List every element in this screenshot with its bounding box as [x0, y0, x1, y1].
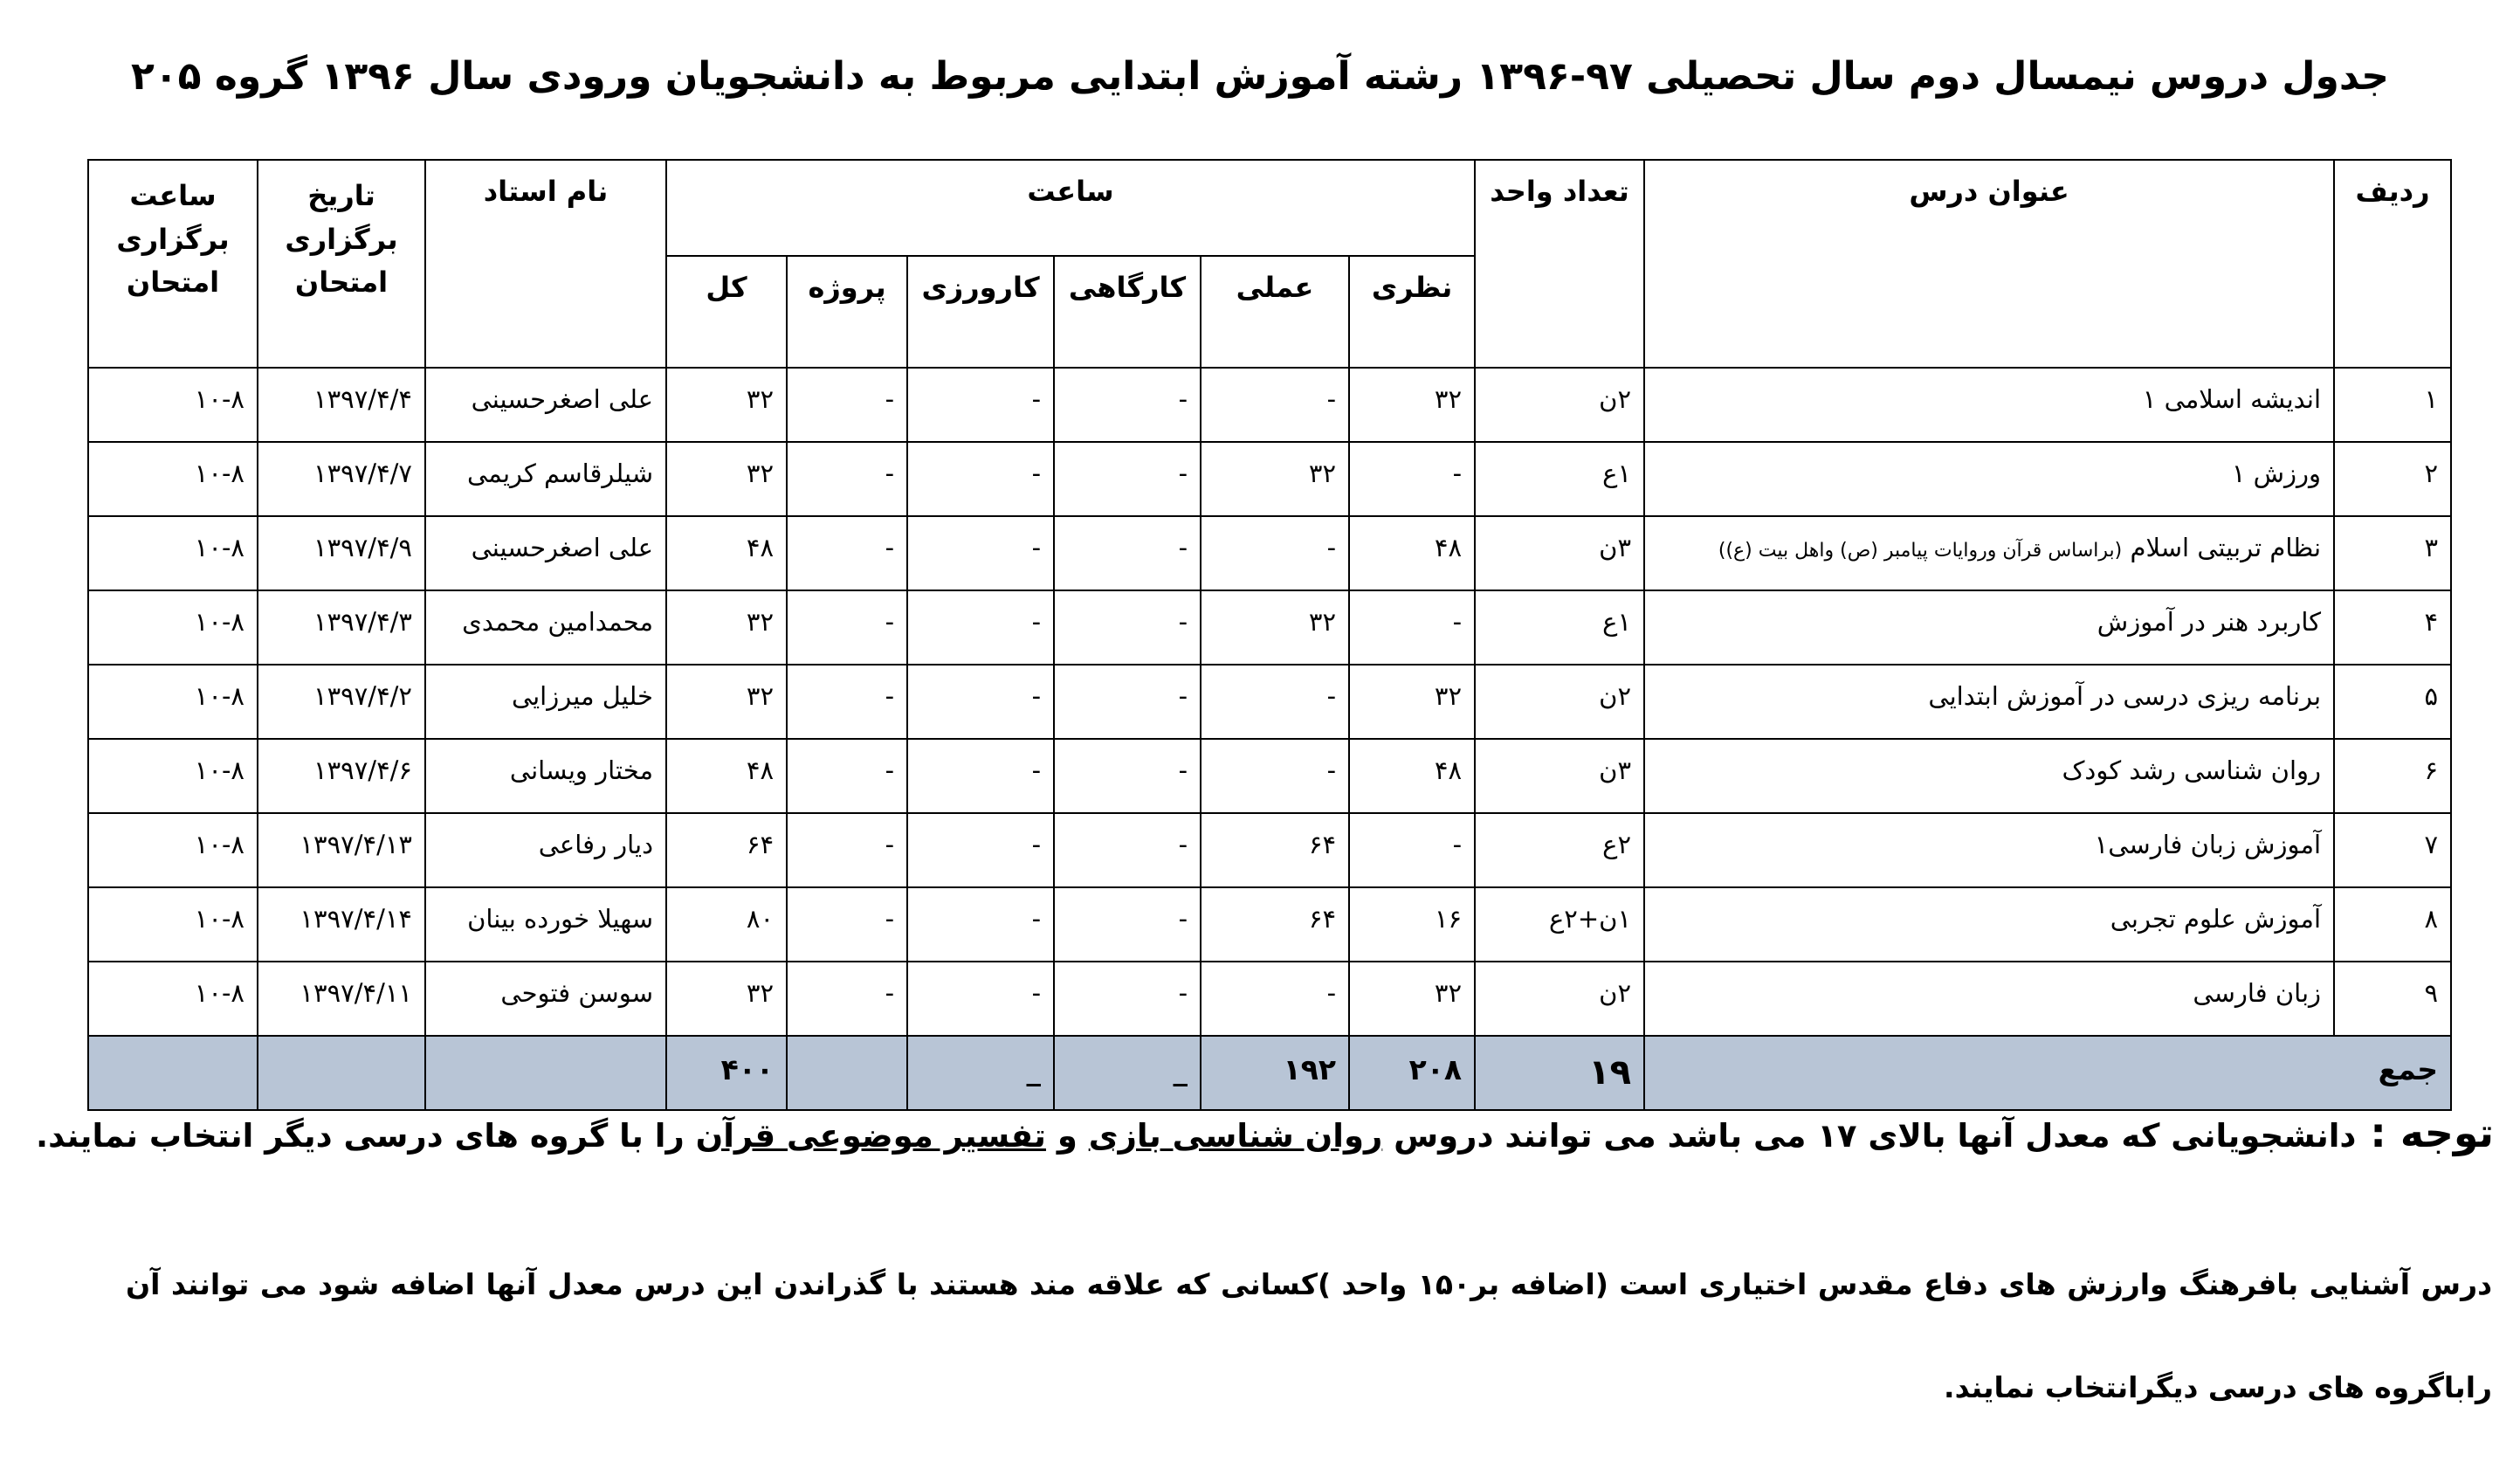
- header-theory: نظری: [1349, 256, 1475, 368]
- header-hours: ساعت: [666, 160, 1475, 256]
- header-exam-time: [88, 160, 258, 368]
- cell-instructor: دیار رفاعی: [425, 813, 666, 887]
- cell-total-hours: ۳۲: [666, 590, 787, 665]
- course-name: کاربرد هنر در آموزش: [2097, 607, 2322, 637]
- cell-workshop: -: [1054, 442, 1201, 516]
- cell-course-title: [1644, 590, 2334, 665]
- cell-exam-date: ۱۳۹۷/۴/۲: [258, 665, 425, 739]
- cell-practical: -: [1201, 962, 1349, 1036]
- cell-workshop: -: [1054, 962, 1201, 1036]
- cell-course-title: [1644, 665, 2334, 739]
- totals-label: جمع: [1644, 1036, 2451, 1110]
- cell-exam-time: ۱۰-۸: [88, 887, 258, 962]
- cell-total-hours: ۳۲: [666, 665, 787, 739]
- totals-theory: ۲۰۸: [1349, 1036, 1475, 1110]
- cell-workshop: -: [1054, 590, 1201, 665]
- cell-row-number: ۲: [2334, 442, 2451, 516]
- cell-internship: -: [907, 962, 1054, 1036]
- header-project: پروژه: [787, 256, 907, 368]
- header-exam-date-line2: برگزاری: [285, 222, 398, 256]
- cell-project: -: [787, 739, 907, 813]
- elective-note: [14, 1109, 2494, 1156]
- cell-row-number: ۳: [2334, 516, 2451, 590]
- cell-instructor: مختار ویسانی: [425, 739, 666, 813]
- cell-exam-time: ۱۰-۸: [88, 590, 258, 665]
- totals-total-hours: ۴۰۰: [666, 1036, 787, 1110]
- cell-course-title: [1644, 739, 2334, 813]
- cell-exam-date: ۱۳۹۷/۴/۴: [258, 368, 425, 442]
- header-workshop: کارگاهی: [1054, 256, 1201, 368]
- cell-workshop: -: [1054, 887, 1201, 962]
- cell-unit-count: ۲ن: [1475, 368, 1644, 442]
- cell-theory: ۱۶: [1349, 887, 1475, 962]
- note-text-part1: دانشجویانی که معدل آنها بالای ۱۷ می باشد می توانند دروس: [1382, 1117, 2357, 1155]
- course-name: نظام تربیتی اسلام: [2122, 533, 2322, 562]
- header-exam-date-line3: امتحان: [294, 266, 389, 300]
- cell-row-number: ۷: [2334, 813, 2451, 887]
- cell-course-title: [1644, 887, 2334, 962]
- header-internship: کارورزی: [907, 256, 1054, 368]
- cell-project: -: [787, 442, 907, 516]
- course-name: اندیشه اسلامی ۱: [2142, 384, 2322, 414]
- cell-exam-time: ۱۰-۸: [88, 665, 258, 739]
- cell-workshop: -: [1054, 739, 1201, 813]
- cell-internship: -: [907, 590, 1054, 665]
- cell-practical: -: [1201, 739, 1349, 813]
- cell-project: -: [787, 590, 907, 665]
- cell-workshop: -: [1054, 368, 1201, 442]
- note-lead: توجه :: [2356, 1109, 2494, 1156]
- table-row: [88, 813, 2451, 887]
- cell-exam-time: ۱۰-۸: [88, 516, 258, 590]
- cell-row-number: ۵: [2334, 665, 2451, 739]
- course-name: روان شناسی رشد کودک: [2062, 755, 2322, 785]
- cell-instructor: سوسن فتوحی: [425, 962, 666, 1036]
- header-exam-date-line1: تاریخ: [307, 179, 375, 212]
- header-row-number: ردیف: [2334, 160, 2451, 368]
- cell-instructor: علی اصغرحسینی: [425, 368, 666, 442]
- cell-total-hours: ۳۲: [666, 442, 787, 516]
- course-schedule-table: [87, 159, 2452, 1111]
- header-instructor: نام استاد: [425, 160, 666, 368]
- table-row: [88, 590, 2451, 665]
- cell-practical: -: [1201, 516, 1349, 590]
- cell-exam-date: ۱۳۹۷/۴/۱۴: [258, 887, 425, 962]
- cell-instructor: سهیلا خورده بینان: [425, 887, 666, 962]
- cell-exam-date: ۱۳۹۷/۴/۳: [258, 590, 425, 665]
- cell-total-hours: ۳۲: [666, 962, 787, 1036]
- cell-instructor: خلیل میرزایی: [425, 665, 666, 739]
- table-row: [88, 516, 2451, 590]
- totals-exam-time: [88, 1036, 258, 1110]
- cell-practical: -: [1201, 368, 1349, 442]
- cell-course-title: [1644, 813, 2334, 887]
- cell-row-number: ۹: [2334, 962, 2451, 1036]
- cell-internship: -: [907, 665, 1054, 739]
- note-course-quran-interpretation: تفسیر موضوعی قرآن: [695, 1117, 1046, 1155]
- table-row: [88, 887, 2451, 962]
- cell-course-title: [1644, 368, 2334, 442]
- cell-internship: -: [907, 739, 1054, 813]
- header-course-title: عنوان درس: [1644, 160, 2334, 368]
- cell-unit-count: ۲ن: [1475, 665, 1644, 739]
- cell-practical: ۶۴: [1201, 813, 1349, 887]
- cell-unit-count: ۱ع: [1475, 442, 1644, 516]
- totals-project: [787, 1036, 907, 1110]
- totals-internship: _: [907, 1036, 1054, 1110]
- cell-project: -: [787, 516, 907, 590]
- cell-unit-count: ۳ن: [1475, 739, 1644, 813]
- header-exam-time-line3: امتحان: [126, 266, 220, 300]
- cell-exam-date: ۱۳۹۷/۴/۹: [258, 516, 425, 590]
- header-exam-time-line2: برگزاری: [116, 222, 230, 256]
- totals-workshop: _: [1054, 1036, 1201, 1110]
- totals-instructor: [425, 1036, 666, 1110]
- cell-total-hours: ۴۸: [666, 516, 787, 590]
- cell-exam-date: ۱۳۹۷/۴/۱۱: [258, 962, 425, 1036]
- cell-total-hours: ۳۲: [666, 368, 787, 442]
- cell-theory: -: [1349, 813, 1475, 887]
- course-name: ورزش ۱: [2231, 459, 2322, 488]
- cell-row-number: ۸: [2334, 887, 2451, 962]
- cell-unit-count: ۳ن: [1475, 516, 1644, 590]
- cell-unit-count: ۱ع: [1475, 590, 1644, 665]
- table-row: [88, 665, 2451, 739]
- course-name: آموزش علوم تجربی: [2110, 904, 2322, 934]
- cell-project: -: [787, 887, 907, 962]
- cell-row-number: ۱: [2334, 368, 2451, 442]
- course-note: (براساس قرآن وروایات پیامبر (ص) واهل بیت (ع)): [1718, 540, 2123, 562]
- header-exam-time-line1: ساعت: [129, 179, 217, 212]
- cell-practical: ۶۴: [1201, 887, 1349, 962]
- cell-internship: -: [907, 887, 1054, 962]
- cell-unit-count: ۲ع: [1475, 813, 1644, 887]
- note-text-part2: را با گروه های درسی دیگر انتخاب نمایند.: [36, 1117, 696, 1155]
- cell-theory: -: [1349, 590, 1475, 665]
- page-title: جدول دروس نیمسال دوم سال تحصیلی ۹۷-۱۳۹۶ رشته آموزش ابتدایی مربوط به دانشجویان ورودی سال ۱۳۹۶ گروه ۲۰۵: [130, 54, 2390, 99]
- cell-project: -: [787, 368, 907, 442]
- cell-workshop: -: [1054, 813, 1201, 887]
- note-conjunction: و: [1045, 1117, 1089, 1155]
- header-exam-date: [258, 160, 425, 368]
- cell-total-hours: ۴۸: [666, 739, 787, 813]
- totals-unit-count: ۱۹: [1475, 1036, 1644, 1110]
- cell-exam-time: ۱۰-۸: [88, 442, 258, 516]
- cell-total-hours: ۶۴: [666, 813, 787, 887]
- header-practical: عملی: [1201, 256, 1349, 368]
- cell-project: -: [787, 813, 907, 887]
- cell-project: -: [787, 665, 907, 739]
- cell-theory: -: [1349, 442, 1475, 516]
- note-course-play-psychology: روان شناسی بازی: [1088, 1117, 1383, 1155]
- totals-exam-date: [258, 1036, 425, 1110]
- optional-course-note: درس آشنایی بافرهنگ وارزش های دفاع مقدس اختیاری است (اضافه بر۱۵۰ واحد )کسانی که علاقه مند هستند با گذراندن این درس معدل آنها اضافه شود می توانند آن راباگروه های درسی دیگرانتخاب نمایند.: [126, 1267, 2493, 1404]
- cell-unit-count: ۲ن: [1475, 962, 1644, 1036]
- cell-exam-date: ۱۳۹۷/۴/۷: [258, 442, 425, 516]
- totals-practical: ۱۹۲: [1201, 1036, 1349, 1110]
- cell-exam-time: ۱۰-۸: [88, 962, 258, 1036]
- header-unit-count: تعداد واحد: [1475, 160, 1644, 368]
- cell-course-title: [1644, 962, 2334, 1036]
- cell-practical: ۳۲: [1201, 590, 1349, 665]
- course-name: آموزش زبان فارسی۱: [2094, 830, 2322, 859]
- cell-exam-time: ۱۰-۸: [88, 813, 258, 887]
- cell-total-hours: ۸۰: [666, 887, 787, 962]
- table-row: [88, 739, 2451, 813]
- cell-theory: ۳۲: [1349, 368, 1475, 442]
- cell-internship: -: [907, 813, 1054, 887]
- cell-instructor: شیلرقاسم کریمی: [425, 442, 666, 516]
- table-row: [88, 962, 2451, 1036]
- table-row: [88, 442, 2451, 516]
- cell-instructor: علی اصغرحسینی: [425, 516, 666, 590]
- course-name: برنامه ریزی درسی در آموزش ابتدایی: [1928, 681, 2322, 711]
- cell-workshop: -: [1054, 516, 1201, 590]
- cell-workshop: -: [1054, 665, 1201, 739]
- cell-theory: ۴۸: [1349, 739, 1475, 813]
- cell-exam-date: ۱۳۹۷/۴/۶: [258, 739, 425, 813]
- cell-theory: ۳۲: [1349, 665, 1475, 739]
- table-row: [88, 368, 2451, 442]
- cell-row-number: ۴: [2334, 590, 2451, 665]
- cell-internship: -: [907, 516, 1054, 590]
- cell-course-title: [1644, 442, 2334, 516]
- cell-project: -: [787, 962, 907, 1036]
- cell-theory: ۳۲: [1349, 962, 1475, 1036]
- cell-practical: -: [1201, 665, 1349, 739]
- header-total-hours: کل: [666, 256, 787, 368]
- cell-exam-date: ۱۳۹۷/۴/۱۳: [258, 813, 425, 887]
- cell-course-title: [1644, 516, 2334, 590]
- cell-practical: ۳۲: [1201, 442, 1349, 516]
- cell-unit-count: ۱ن+۲ع: [1475, 887, 1644, 962]
- cell-internship: -: [907, 442, 1054, 516]
- course-name: زبان فارسی: [2193, 978, 2322, 1008]
- cell-exam-time: ۱۰-۸: [88, 739, 258, 813]
- cell-exam-time: ۱۰-۸: [88, 368, 258, 442]
- cell-theory: ۴۸: [1349, 516, 1475, 590]
- cell-instructor: محمدامین محمدی: [425, 590, 666, 665]
- totals-row: [88, 1036, 2451, 1110]
- cell-internship: -: [907, 368, 1054, 442]
- cell-row-number: ۶: [2334, 739, 2451, 813]
